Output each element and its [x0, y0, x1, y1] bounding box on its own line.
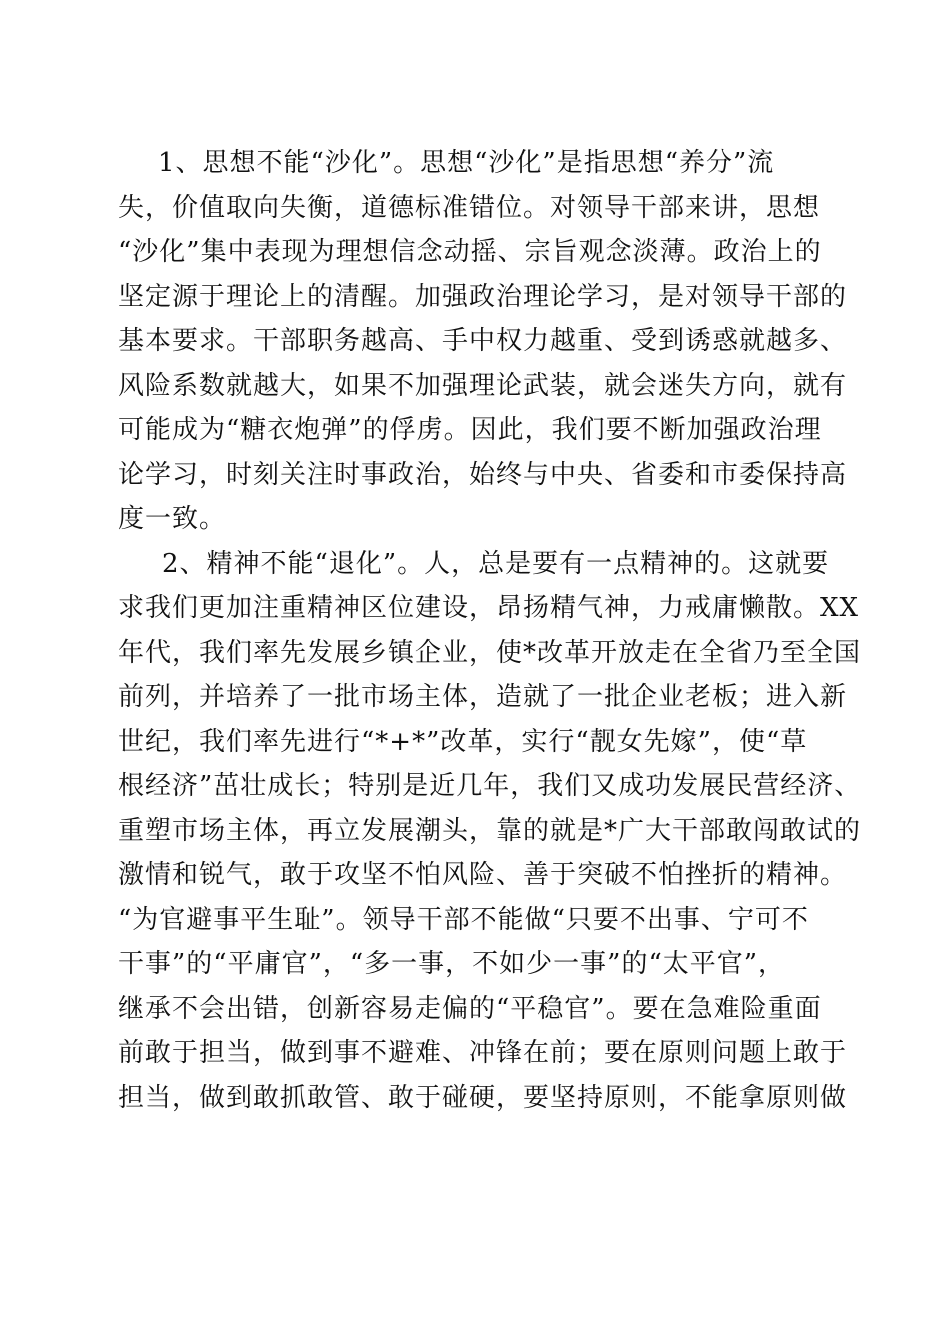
paragraph-1-line-1: 1、思想不能“沙化”。思想“沙化”是指思想“养分”流	[158, 148, 775, 178]
paragraph-1-line-2: 失，价值取向失衡，道德标准错位。对领导干部来讲，思想	[118, 192, 821, 223]
paragraph-2-line-6: 根经济”茁壮成长；特别是近几年，我们又成功发展民营经济、	[118, 771, 862, 801]
paragraph-1-line-5: 基本要求。干部职务越高、手中权力越重、受到诱惑就越多、	[118, 326, 848, 356]
paragraph-1-line-4: 坚定源于理论上的清醒。加强政治理论学习，是对领导干部的	[118, 281, 848, 312]
paragraph-1-line-3: “沙化”集中表现为理想信念动摇、宗旨观念淡薄。政治上的	[118, 237, 822, 267]
paragraph-2-line-9: “为官避事平生耻”。领导干部不能做“只要不出事、宁可不	[118, 904, 809, 935]
paragraph-2-line-2: 求我们更加注重精神区位建设，昂扬精气神，力戒庸懒散。XX	[118, 593, 860, 623]
paragraph-2-line-12: 前敢于担当，做到事不避难、冲锋在前；要在原则问题上敢于	[118, 1038, 848, 1068]
paragraph-1-line-6: 风险系数就越大，如果不加强理论武装，就会迷失方向，就有	[118, 370, 848, 401]
paragraph-2-line-5: 世纪，我们率先进行“*+*”改革，实行“靓女先嫁”，使“草	[118, 726, 808, 757]
body-text	[118, 141, 862, 1120]
paragraph-1-line-8: 论学习，时刻关注时事政治，始终与中央、省委和市委保持高	[118, 459, 848, 490]
paragraph-2-line-8: 激情和锐气，敢于攻坚不怕风险、善于突破不怕挫折的精神。	[118, 860, 848, 890]
paragraph-2-line-10: 干事”的“平庸官”，“多一事，不如少一事”的“太平官”，	[118, 949, 786, 979]
paragraph-2-line-4: 前列，并培养了一批市场主体，造就了一批企业老板；进入新	[118, 682, 848, 712]
paragraph-1-line-9: 度一致。	[118, 504, 227, 534]
paragraph-2-line-11: 继承不会出错，创新容易走偏的“平稳官”。要在急难险重面	[118, 993, 822, 1024]
paragraph-2-line-1: 2、精神不能“退化”。人，总是要有一点精神的。这就要	[162, 548, 830, 579]
paragraph-2-line-7: 重塑市场主体，再立发展潮头，靠的就是*广大干部敢闯敢试的	[118, 815, 862, 846]
paragraph-2-line-3: 年代，我们率先发展乡镇企业，使*改革开放走在全省乃至全国	[118, 637, 862, 668]
paragraph-1-line-7: 可能成为“糖衣炮弹”的俘虏。因此，我们要不断加强政治理	[118, 415, 822, 445]
paragraph-2-line-13: 担当，做到敢抓敢管、敢于碰硬，要坚持原则，不能拿原则做	[118, 1082, 848, 1113]
